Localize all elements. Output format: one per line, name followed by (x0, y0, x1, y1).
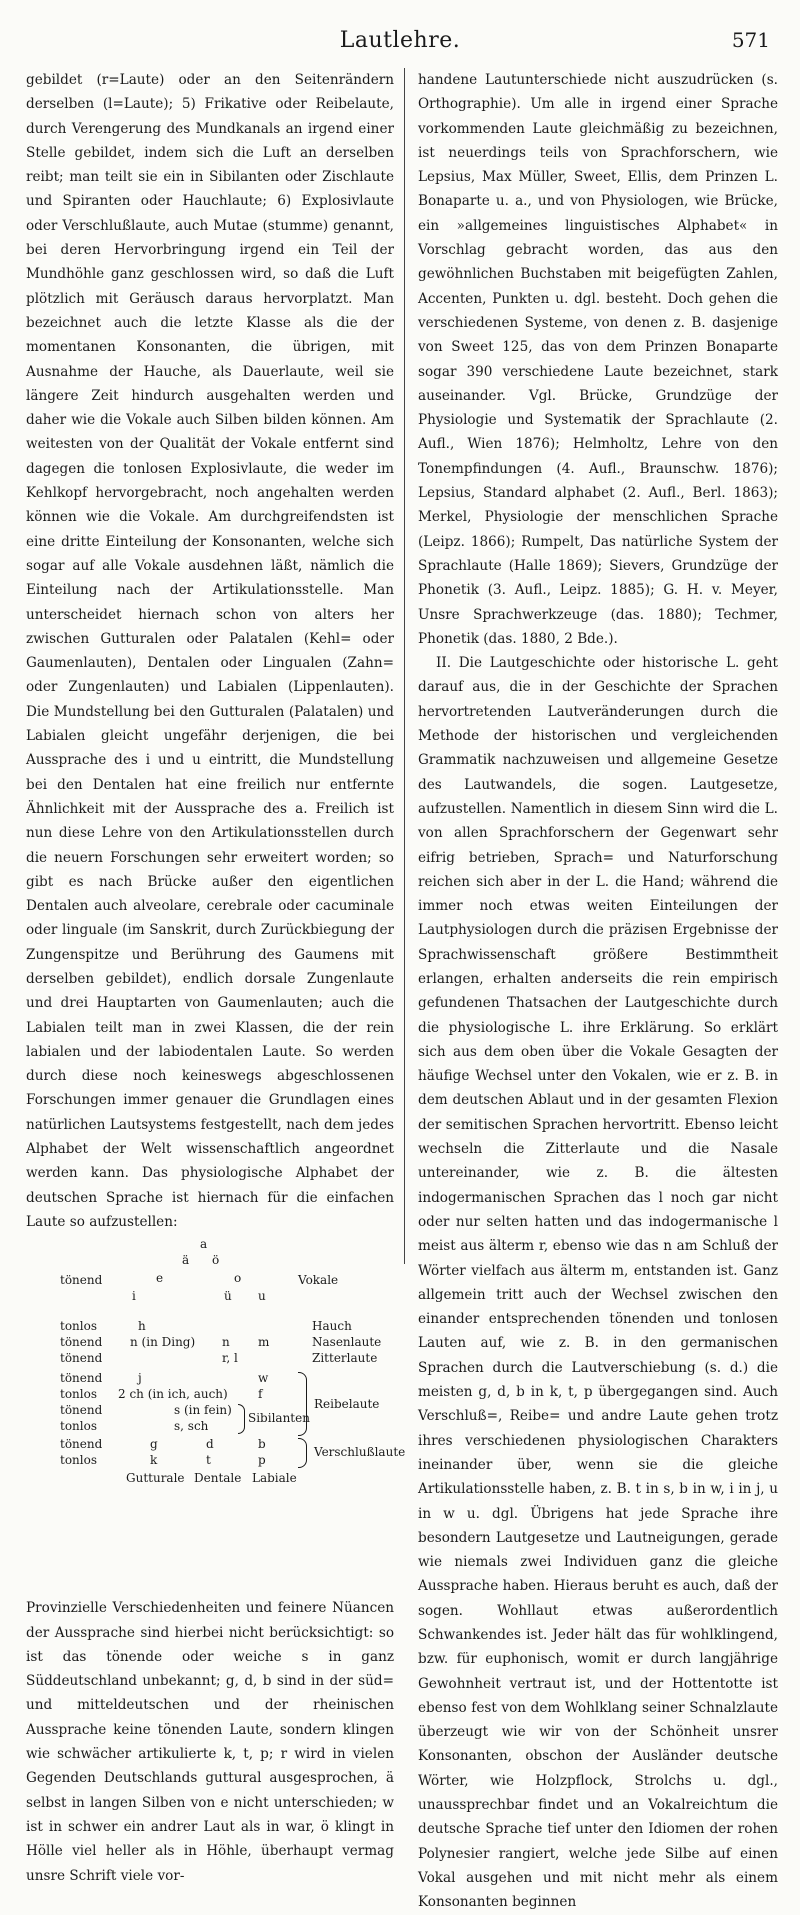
page-number: 571 (731, 28, 770, 52)
running-title: Lautlehre. (339, 28, 461, 53)
vowel-ue: ü (224, 1289, 232, 1304)
vowel-e: e (156, 1271, 164, 1286)
cell-r-l: r, l (222, 1351, 238, 1366)
vowel-u: u (258, 1289, 266, 1304)
vowel-i: i (132, 1289, 136, 1304)
cell-k: k (150, 1453, 158, 1468)
verschlusslaute-brace (298, 1438, 307, 1468)
cell-t: t (206, 1453, 211, 1468)
label-reibelaute: Reibelaute (314, 1397, 380, 1412)
vowel-a: a (200, 1237, 208, 1252)
phonetic-alphabet-diagram (26, 1234, 406, 1596)
vowel-oe: ö (212, 1253, 220, 1268)
cell-ch: 2 ch (in ich, auch) (118, 1387, 228, 1402)
label-verschlusslaute: Verschlußlaute (314, 1445, 406, 1460)
cell-h: h (138, 1319, 146, 1334)
label-sibilanten: Sibilanten (248, 1411, 310, 1426)
column-label-gutturale: Gutturale (126, 1471, 185, 1486)
label-vokale: Vokale (298, 1273, 339, 1288)
row-label-toenend: tönend (60, 1335, 103, 1350)
row-label-tonlos: tonlos (60, 1453, 97, 1468)
right-paragraph-2: II. Die Lautgeschichte oder historische L. geht darauf aus, die in der Geschichte der Sprachen hervortretenden Lautveränderungen durch die Methode der historischen und vergleichenden Grammatik nachzuweisen und allgemeine Gesetze des Lautwandels, die sogen. Lautgesetze, aufzustellen. Namentlich in diesem Sinn wird die L. von allen Sprachforschern der Gegenwart sehr eifrig betrieben, Sprach= und Naturforschung reichen sich aber in der L. die Hand; während die immer noch etwas weiten Einteilungen der Lautphysiologen durch die präzisen Ergebnisse der Sprachwissenschaft größere Bestimmtheit erlangen, erhalten anderseits die rein empirisch gefundenen Thatsachen der Lautgeschichte durch die physiologische L. ihre Erklärung. So erklärt sich aus dem oben über die Vokale Gesagten der häufige Wechsel unter den Vokalen, wie er z. B. in dem deutschen Ablaut und in der gesamten Flexion der semitischen Sprachen hervortritt. Ebenso leicht wechseln die Zitterlaute und die Nasale untereinander, wie z. B. die ältesten indogermanischen Sprachen das l noch gar nicht oder nur selten hatten und das indogermanische l meist aus älterm r, ebenso wie das n am Schluß der Wörter vielfach aus älterm m, entstanden ist. Ganz allgemein tritt auch der Wechsel zwischen den einander entsprechenden tönenden und tonlosen Lauten auf, wie z. B. in den germanischen Sprachen durch die Lautverschiebung (s. d.) die meisten g, d, b in k, t, p übergegangen sind. Auch Verschluß=, Reibe= und andre Laute gehen trotz ihres verschiedenen physiologischen Charakters ineinander über, wenn sie die gleiche Artikulationsstelle haben, z. B. t in s, b in w, i in j, u in w u. dgl. Übrigens hat jede Sprache ihre besondern Lautgesetze und Lautneigungen, gerade wie niemals zwei Individuen ganz die gleiche Aussprache haben. Hieraus beruht es auch, daß der sogen. Wohllaut etwas außerordentlich Schwankendes ist. Jeder hält das für wohlklingend, bzw. für euphonisch, womit er durch langjährige Gewohnheit vertraut ist, und der Hottentotte ist ebenso fest von dem Wohlklang seiner Schnalzlaute überzeugt wie wir von der Schönheit unsrer Konsonanten, obschon der Ausländer deutsche Wörter, wie Holzpflock, Strolchs u. dgl., unaussprechbar findet und an Vokalreichtum die deutsche Sprache tief unter den Idiomen der rohen Polynesier rangiert, welche jede Silbe auf einen Vokal ausgehen und mit nicht mehr als einem Konsonanten beginnen (418, 655, 778, 1911)
left-column (26, 68, 406, 1888)
cell-j: j (138, 1371, 142, 1386)
row-label-toenend: tönend (60, 1371, 103, 1386)
row-label-tonlos: tonlos (60, 1319, 97, 1334)
cell-s-sch: s, sch (174, 1419, 209, 1434)
right-paragraph-1: handene Lautunterschiede nicht auszudrücken (s. Orthographie). Um alle in irgend einer Sprache vorkommenden Laute gleichmäßig zu bezeichnen, ist neuerdings teils von Sprachforschern, wie Lepsius, Max Müller, Sweet, Ellis, dem Prinzen L. Bonaparte u. a., und von Physiologen, wie Brücke, ein »allgemeines linguistisches Alphabet« in Vorschlag gebracht worden, das aus den gewöhnlichen Buchstaben mit beigefügten Zahlen, Accenten, Punkten u. dgl. besteht. Doch gehen die verschiedenen Systeme, von denen z. B. dasjenige von Sweet 125, das von dem Prinzen Bonaparte sogar 390 verschiedene Laute bezeichnet, stark auseinander. Vgl. Brücke, Grundzüge der Physiologie und Systematik der Sprachlaute (2. Aufl., Wien 1876); Helmholtz, Lehre von den Tonempfindungen (4. Aufl., Braunschw. 1876); Lepsius, Standard alphabet (2. Aufl., Berl. 1863); Merkel, Physiologie der menschlichen Sprache (Leipz. 1866); Rumpelt, Das natürliche System der Sprachlaute (Halle 1869); Sievers, Grundzüge der Phonetik (3. Aufl., Leipz. 1885); G. H. v. Meyer, Unsre Sprachwerkzeuge (das. 1880); Techmer, Phonetik (das. 1880, 2 Bde.). (418, 72, 778, 647)
cell-w: w (258, 1371, 269, 1386)
right-column (418, 68, 778, 1915)
cell-b: b (258, 1437, 266, 1452)
reibelaute-brace (298, 1372, 307, 1436)
cell-p: p (258, 1453, 266, 1468)
sibilanten-brace (238, 1404, 245, 1434)
cell-s-fein: s (in fein) (174, 1403, 232, 1418)
cell-g: g (150, 1437, 158, 1452)
cell-f: f (258, 1387, 263, 1402)
page-header (0, 28, 800, 58)
row-label-toenend: tönend (60, 1351, 103, 1366)
label-zitterlaute: Zitterlaute (312, 1351, 378, 1366)
column-label-labiale: Labiale (252, 1471, 297, 1486)
left-paragraph-1: gebildet (r=Laute) oder an den Seitenrändern derselben (l=Laute); 5) Frikative oder Reibelaute, durch Verengerung des Mundkanals an irgend einer Stelle gebildet, indem sich die Luft an derselben reibt; man teilt sie ein in Sibilanten oder Zischlaute und Spiranten oder Hauchlaute; 6) Explosivlaute oder Verschlußlaute, auch Mutae (stumme) genannt, bei deren Hervorbringung irgend ein Teil der Mundhöhle ganz geschlossen wird, so daß die Luft plötzlich mit Geräusch daraus hervorplatzt. Man bezeichnet auch die letzte Klasse als die der momentanen Konsonanten, die übrigen, mit Ausnahme der Hauche, als Dauerlaute, weil sie längere Zeit hindurch ausgehalten werden und daher wie die Vokale auch Silben bilden können. Am weitesten von der Qualität der Vokale entfernt sind dagegen die tonlosen Explosivlaute, die weder im Kehlkopf hervorgebracht, noch angehalten werden können wie die Vokale. Am durchgreifendsten ist eine dritte Einteilung der Konsonanten, welche sich sogar auf alle Vokale ausdehnen läßt, nämlich die Einteilung nach der Artikulationsstelle. Man unterscheidet hiernach schon von alters her zwischen Gutturalen oder Palatalen (Kehl= oder Gaumenlauten), Dentalen oder Lingualen (Zahn= oder Zungenlauten) und Labialen (Lippenlauten). Die Mundstellung bei den Gutturalen (Palatalen) und Labialen gleicht ungefähr derjenigen, die bei Aussprache des i und u eintritt, die Mundstellung bei den Dentalen hat eine freilich nur entfernte Ähnlichkeit mit der Aussprache des a. Freilich ist nun diese Lehre von den Artikulationsstellen durch die neuern Forschungen sehr erweitert worden; so gibt es nach Brücke außer den eigentlichen Dentalen auch alveolare, cerebrale oder cacuminale oder linguale (im Sanskrit, durch Zurückbiegung der Zungenspitze und Berührung des Gaumens mit derselben gebildet), endlich dorsale Zungenlaute und drei Hauptarten von Gaumenlauten; auch die Labialen teilt man in zwei Klassen, die der rein labialen und der labiodentalen Laute. So werden durch diese noch keineswegs abgeschlossenen Forschungen immer genauer die Grundlagen eines natürlichen Lautsystems festgestellt, nach dem jedes Alphabet der Welt wissenschaftlich angeordnet werden kann. Das physiologische Alphabet der deutschen Sprache ist hiernach für die einfachen Laute so aufzustellen: (26, 72, 394, 1230)
label-nasenlaute: Nasenlaute (312, 1335, 382, 1350)
vowel-o: o (234, 1271, 242, 1286)
vowel-ae: ä (182, 1253, 190, 1268)
row-label-tonlos: tonlos (60, 1387, 97, 1402)
column-label-dentale: Dentale (194, 1471, 242, 1486)
label-hauch: Hauch (312, 1319, 352, 1334)
row-label-toenend: tönend (60, 1437, 103, 1452)
row-label-tonlos: tonlos (60, 1419, 97, 1434)
cell-d: d (206, 1437, 214, 1452)
cell-n: n (222, 1335, 230, 1350)
row-label-toenend: tönend (60, 1403, 103, 1418)
column-divider (404, 68, 405, 1264)
cell-m: m (258, 1335, 270, 1350)
left-paragraph-2: Provinzielle Verschiedenheiten und feinere Nüancen der Aussprache sind hierbei nicht berücksichtigt: so ist das tönende oder weiche s in ganz Süddeutschland unbekannt; g, d, b sind in der süd= und mitteldeutschen und der rheinischen Aussprache keine tönenden Laute, sondern klingen wie schwächer artikulierte k, t, p; r wird in vielen Gegenden Deutschlands guttural ausgesprochen, ä selbst in langen Silben von e nicht unterschieden; w ist in schwer ein andrer Laut als in war, ö klingt in Hölle viel heller als in Höhle, überhaupt vermag unsre Schrift viele vor- (26, 1600, 394, 1884)
cell-n-ding: n (in Ding) (130, 1335, 196, 1350)
row-label-toenend: tönend (60, 1273, 103, 1288)
